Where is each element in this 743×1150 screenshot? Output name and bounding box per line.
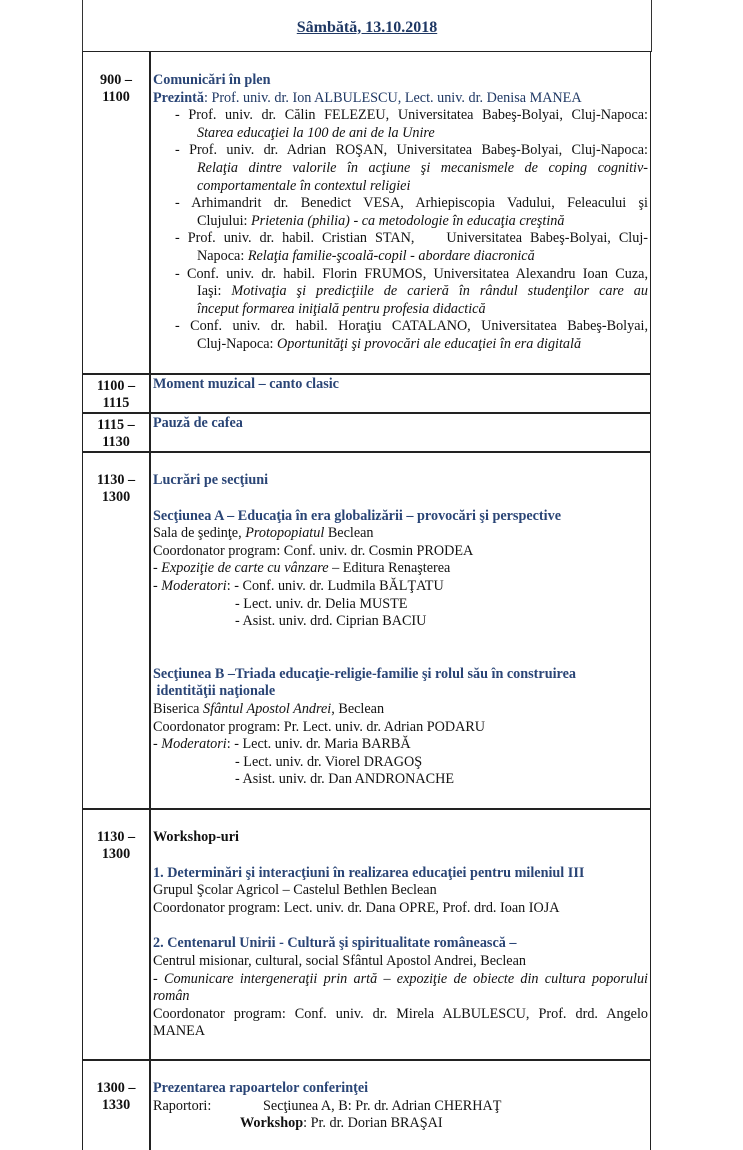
talk-item: - Conf. univ. dr. habil. Horaţiu CATALANO, Universitatea Babeş-Bolyai, Cluj-Napoca: Oportunităţi şi provocări ale educaţiei în era digitală	[175, 318, 648, 352]
music-title: Moment muzical – canto clasic	[153, 376, 339, 392]
talk-item: - Conf. univ. dr. habil. Florin FRUMOS, Universitatea Alexandru Ioan Cuza, Iaşi: Motivaţia şi predicţiile de carieră în rândul studenţilor care au început formarea iniţială pentru profesia didactică	[175, 265, 648, 317]
talk-item: - Prof. univ. dr. habil. Cristian STAN, Universitatea Babeş-Bolyai, Cluj- Napoca: Relaţia familie-şcoală-copil - abordare diacronică	[175, 230, 648, 264]
workshop-1-location: Grupul Şcolar Agricol – Castelul Bethlen Beclean	[153, 882, 437, 899]
plenary-content	[151, 52, 650, 373]
workshop-2-location: Centrul misionar, cultural, social Sfântul Apostol Andrei, Beclean	[153, 952, 526, 969]
talk-item: - Arhimandrit dr. Benedict VESA, Arhiepiscopia Vadului, Feleacului şi Clujului: Prietenia (philia) - ca metodologie în educaţia creştină	[175, 195, 648, 229]
section-a-moderators: - Moderatori: - Conf. univ. dr. Ludmila BĂLŢATU	[153, 577, 444, 594]
section-a-coordinator: Coordonator program: Conf. univ. dr. Cosmin PRODEA	[153, 542, 474, 559]
reporters-line: Raportori: Secţiunea A, B: Pr. dr. Adrian CHERHAŢ	[153, 1097, 502, 1114]
talk-item: - Prof. univ. dr. Adrian ROŞAN, Universitatea Babeş-Bolyai, Cluj-Napoca: Relaţia dintre valorile în acţiune şi mecanismele de coping cognitiv- comportamentale în contextul religiei	[175, 142, 648, 194]
moderator: - Lect. univ. dr. Delia MUSTE	[235, 595, 408, 612]
time-end: 1100	[102, 89, 130, 105]
workshop-1-title: 1. Determinări şi interacţiuni în realizarea educaţiei pentru mileniul III	[153, 864, 585, 881]
section-a-location: Sala de şedinţe, Protopopiatul Beclean	[153, 525, 374, 542]
schedule-row-sections: 1130 – 1300 Lucrări pe secţiuni Secţiunea A – Educaţia în era globalizării – provocări şi perspective Sala de şedinţe, Protopopiatul Beclean Coordonator program: Conf. univ. dr. Cosmin PRODEA - Expoziţie de carte cu vânzare – Editura Renaşterea - Moderatori: - Conf. univ. dr. Ludmila BĂLŢATU - Lect. univ. dr. Delia MUSTE - Asist. univ. drd. Ciprian BACIU Secţiunea B –Triada educaţie-religie-familie şi rolul său în construirea identităţii naţionale Biserica Sfântul Apostol Andrei, Beclean Coordonator program: Pr. Lect. univ. dr. Adrian PODARU - Moderatori: - Lect. univ. dr. Maria BARBĂ - Lect. univ. dr. Viorel DRAGOŞ - Asist. univ. dr. Dan ANDRONACHE	[82, 452, 651, 810]
section-b-location: Biserica Sfântul Apostol Andrei, Beclean	[153, 700, 385, 717]
time-cell: 1300 – 1330	[83, 1060, 151, 1150]
section-a-expo: - Expoziţie de carte cu vânzare – Editura Renaşterea	[153, 560, 451, 577]
workshop-2-coordinator: Coordonator program: Conf. univ. dr. Mirela ALBULESCU, Prof. drd. Angelo	[153, 1005, 648, 1022]
time-cell: 1130 – 1300	[83, 452, 151, 808]
section-b-coordinator: Coordonator program: Pr. Lect. univ. dr. Adrian PODARU	[153, 718, 486, 735]
day-title: Sâmbătă, 13.10.2018	[296, 18, 438, 36]
schedule-row-workshops: 1130 – 1300 Workshop-uri 1. Determinări şi interacţiuni în realizarea educaţiei pentru mileniul III Grupul Şcolar Agricol – Castelul Bethlen Beclean Coordonator program: Lect. univ. dr. Dana OPRE, Prof. drd. Ioan IOJA 2. Centenarul Unirii - Cultură şi spiritualitate românească – Centrul misionar, cultural, social Sfântul Apostol Andrei, Beclean - Comunicare intergeneraţii prin artă – expoziţie de obiecte din cultura poporului român Coordonator program: Conf. univ. dr. Mirela ALBULESCU, Prof. drd. Angelo MANEA	[82, 809, 651, 1061]
moderator: - Lect. univ. dr. Viorel DRAGOŞ	[235, 753, 423, 770]
day-header	[82, 0, 652, 52]
presenters-line: Prezintă: Prof. univ. dr. Ion ALBULESCU, Lect. univ. dr. Denisa MANEA	[153, 89, 582, 106]
reporters-workshop-line: Workshop: Pr. dr. Dorian BRAŞAI	[240, 1115, 443, 1132]
plenary-title: Comunicări în plen	[153, 72, 271, 88]
section-b-title: Secţiunea B –Triada educaţie-religie-familie şi rolul său în construirea	[153, 665, 576, 682]
workshop-2-activity: - Comunicare intergeneraţii prin artă – expoziţie de obiecte din cultura poporului	[153, 970, 648, 987]
schedule-row-music	[82, 374, 651, 414]
schedule-row-plenary	[82, 52, 651, 375]
workshops-title: Workshop-uri	[153, 829, 239, 845]
moderator: - Asist. univ. dr. Dan ANDRONACHE	[235, 771, 454, 788]
talk-item: - Prof. univ. dr. Călin FELEZEU, Universitatea Babeş-Bolyai, Cluj-Napoca: Starea educaţiei la 100 de ani de la Unire	[175, 107, 648, 141]
schedule-row-reports	[82, 1060, 651, 1150]
section-b-moderators: - Moderatori: - Lect. univ. dr. Maria BARBĂ	[153, 736, 411, 753]
time-cell: 1130 – 1300	[83, 809, 151, 1059]
reports-title: Prezentarea rapoartelor conferinţei	[153, 1080, 369, 1096]
sections-title: Lucrări pe secţiuni	[153, 472, 269, 488]
time-cell	[83, 52, 151, 373]
coffee-title: Pauză de cafea	[153, 415, 243, 431]
schedule-table	[82, 0, 652, 1132]
time-cell: 1100 – 1115	[83, 374, 151, 412]
schedule-row-coffee	[82, 413, 651, 453]
time-cell: 1115 – 1130	[83, 413, 151, 451]
moderator: - Asist. univ. drd. Ciprian BACIU	[235, 613, 427, 630]
workshop-1-coordinator: Coordonator program: Lect. univ. dr. Dana OPRE, Prof. drd. Ioan IOJA	[153, 899, 560, 916]
time-start: 900 –	[100, 72, 132, 88]
section-a-title: Secţiunea A – Educaţia în era globalizării – provocări şi perspective	[153, 507, 561, 524]
workshop-2-title: 2. Centenarul Unirii - Cultură şi spiritualitate românească –	[153, 935, 517, 952]
